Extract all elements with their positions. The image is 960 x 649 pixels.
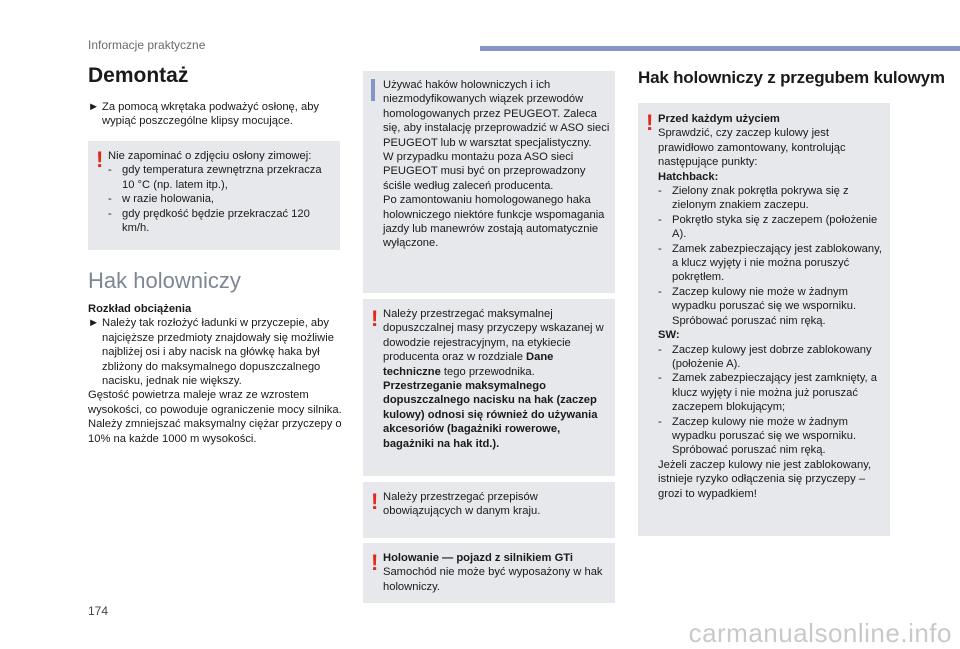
warning-box-before-use: ! Przed każdym użyciem Sprawdzić, czy zaczep kulowy jest prawidłowo zamontowany, kontrolując następujące punkty: Hatchback: - Zielony znak pokrętła pokrywa się z zielonym znakiem zaczepu. - Pokrętło styka się z zaczepem (położenie A). - Zamek zabezpieczający jest zablokowany, a klucz wyjęty i nie można poruszyć pokrętłem. - Zaczep kulowy nie może w żadnym wypadku poruszać się we wsporniku. Spróbować poruszać nim ręką. SW: - Zaczep kulowy jest dobrze zablokowany (położenie A). - Zamek zabezpieczający jest zamknięty, a klucz wyjęty i nie można już poruszać zaczepem blokującym; - Zaczep kulowy nie może w żadnym wypadku poruszać się we wsporniku. Spróbować poruszać nim ręką. Jeżeli zaczep kulowy nie jest zablokowany, istnieje ryzyko odłączenia się przyczepy – grozi to wypadkiem! bbox=[638, 103, 890, 536]
hak-step: Należy tak rozłożyć ładunki w przyczepie, aby najcięższe przedmioty znajdowały się możliwie najbliżej osi i aby nacisk na główkę haka był zbliżony do maksymalnego dopuszczalnego nacisku, jednak nie większy. bbox=[102, 317, 334, 388]
arrow-bullet-icon: ► bbox=[88, 101, 100, 113]
warn3-title: Holowanie — pojazd z silnikiem GTi bbox=[383, 552, 574, 564]
hatch-item: Pokrętło styka się z zaczepem (położenie A). bbox=[672, 213, 878, 241]
info-bar-icon bbox=[371, 79, 375, 101]
hak-subtitle: Rozkład obciążenia bbox=[88, 303, 192, 315]
exclamation-icon: ! bbox=[371, 489, 379, 514]
exclamation-icon: ! bbox=[646, 110, 654, 135]
arrow-bullet-icon: ► bbox=[88, 317, 100, 330]
warning-item: w razie holowania, bbox=[122, 193, 215, 206]
warning-box-winter: ! Nie zapominać o zdjęciu osłony zimowej: - gdy temperatura zewnętrzna przekracza 10 °C (np. latem itp.), - w razie holowania, - gdy prędkość będzie przekraczać 120 km/h. bbox=[88, 141, 340, 250]
exclamation-icon: ! bbox=[371, 550, 379, 575]
demontaz-step bbox=[88, 100, 340, 129]
warning-item: gdy prędkość będzie przekraczać 120 km/h. bbox=[122, 207, 310, 235]
warning-item: gdy temperatura zewnętrzna przekracza 10 °C (np. latem itp.), bbox=[122, 164, 322, 191]
box-intro: Sprawdzić, czy zaczep kulowy jest prawidłowo zamontowany, kontrolując następujące punkty: bbox=[658, 127, 846, 169]
exclamation-icon: ! bbox=[96, 147, 104, 172]
hak-content bbox=[88, 302, 342, 446]
page-number: 174 bbox=[88, 604, 109, 618]
info-box-peugeot bbox=[363, 71, 615, 293]
warn1-bold-link: Dane techniczne bbox=[383, 351, 554, 378]
warning-box-regulations bbox=[363, 482, 615, 538]
info-text: Używać haków holowniczych i ich niezmodyfikowanych wiązek przewodów homologowanych przez PEUGEOT. Zaleca się, aby instalację przeprowadzić w ASO sieci PEUGEOT lub w warsztat specjalistyczny. W przypadku montażu poza ASO sieci PEUGEOT musi być on przeprowadzony ściśle według zaleceń producenta. Po zamontowaniu homologowanego haka holowniczego niektóre funkcje wspomagania jazdy lub manewrów zostają automatycznie wyłączone. bbox=[383, 79, 610, 250]
warn1-bold-paragraph: Przestrzeganie maksymalnego dopuszczalnego nacisku na hak (zaczep kulowy) odnosi się również do używania akcesoriów (bagażniki rowerowe, bagażniki na hak itd.). bbox=[383, 380, 598, 450]
header-title: Informacje praktyczne bbox=[88, 38, 206, 52]
warning-box-gti bbox=[363, 543, 615, 603]
warn1-text2: tego przewodnika. bbox=[440, 365, 535, 378]
header-accent-bar bbox=[480, 46, 960, 51]
hak-title: Hak holowniczy bbox=[88, 268, 241, 293]
hatch-item: Zaczep kulowy nie może w żadnym wypadku poruszać się we wsporniku. Spróbować poruszać nim ręką. bbox=[672, 285, 857, 327]
warn3-text: Samochód nie może być wyposażony w hak holowniczy. bbox=[383, 566, 603, 593]
warning-box-mass bbox=[363, 299, 615, 476]
watermark: carmanualsonline.info bbox=[688, 618, 952, 648]
exclamation-icon: ! bbox=[371, 306, 379, 331]
sw-item: Zaczep kulowy nie może w żadnym wypadku poruszać się we wsporniku. Spróbować poruszać nim ręką. bbox=[672, 415, 857, 457]
closing-text: Jeżeli zaczep kulowy nie jest zablokowany, istnieje ryzyko odłączenia się przyczepy – grozi to wypadkiem! bbox=[658, 458, 872, 500]
demontaz-step-text: Za pomocą wkrętaka podważyć osłonę, aby wypiąć poszczególne klipsy mocujące. bbox=[102, 101, 320, 128]
hak-paragraph: Gęstość powietrza maleje wraz ze wzrostem wysokości, co powoduje ograniczenie mocy silnika. Należy zmniejszać maksymalny ciężar przyczepy o 10% na każde 1000 m wysokości. bbox=[88, 389, 342, 445]
warning-intro: Nie zapominać o zdjęciu osłony zimowej: bbox=[108, 150, 312, 162]
hatch-item: Zielony znak pokrętła pokrywa się z zielonym znakiem zaczepu. bbox=[672, 185, 849, 212]
warn2-text: Należy przestrzegać przepisów obowiązujących w danym kraju. bbox=[383, 491, 541, 518]
hak-kulowy-title: Hak holowniczy z przegubem kulowym bbox=[638, 68, 945, 87]
demontaz-title: Demontaż bbox=[88, 64, 189, 87]
hatch-item: Zamek zabezpieczający jest zablokowany, a klucz wyjęty i nie można poruszyć pokrętłem. bbox=[672, 242, 882, 284]
warn1-text: Należy przestrzegać maksymalnej dopuszczalnej masy przyczepy wskazanej w dowodzie rejestracyjnym, na etykiecie producenta oraz w rozdziale bbox=[383, 308, 604, 364]
hatch-title: Hatchback: bbox=[658, 170, 719, 183]
sw-title: SW: bbox=[658, 329, 680, 342]
box-title: Przed każdym użyciem bbox=[658, 113, 780, 125]
sw-item: Zamek zabezpieczający jest zamknięty, a klucz wyjęty i nie można już poruszać zaczepem blokującym; bbox=[672, 372, 877, 414]
sw-item: Zaczep kulowy jest dobrze zablokowany (położenie A). bbox=[672, 343, 872, 370]
